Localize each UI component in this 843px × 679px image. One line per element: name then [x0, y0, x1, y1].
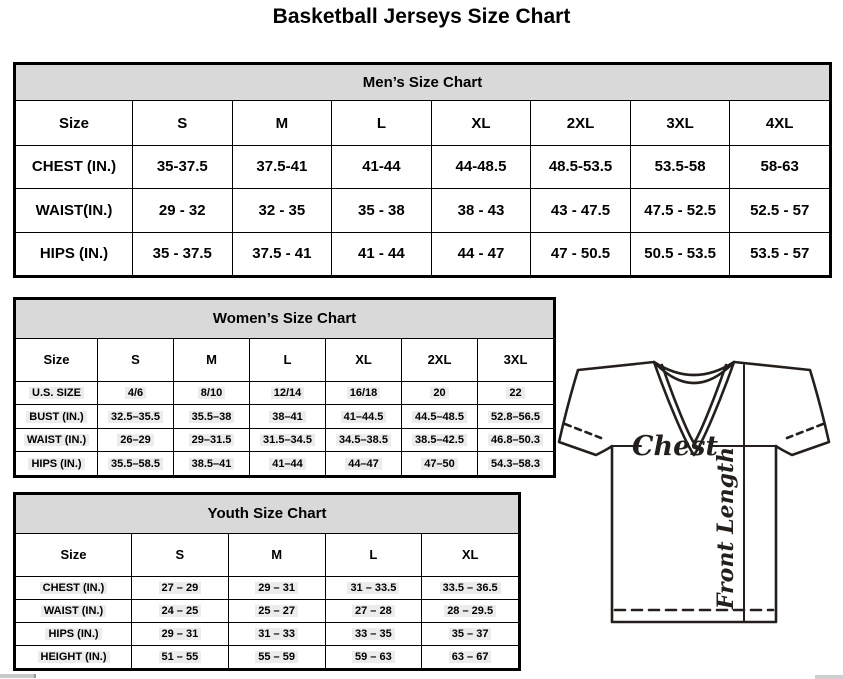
column-header: M [174, 338, 250, 381]
column-header-size: Size [16, 338, 98, 381]
size-value-text: 38.5–42.5 [412, 434, 467, 446]
size-value-text: 4/6 [125, 387, 146, 399]
size-value-text: 29 – 31 [255, 582, 298, 594]
size-value-cell [478, 428, 554, 452]
size-value-cell [422, 600, 519, 623]
size-value-cell: 44-48.5 [431, 145, 531, 188]
column-header: 4XL [730, 101, 830, 145]
size-value-cell [132, 577, 229, 600]
size-value-cell [98, 428, 174, 452]
row-label-text: U.S. SIZE [29, 387, 84, 399]
size-value-cell [325, 600, 422, 623]
column-header: XL [431, 101, 531, 145]
size-value-text: 35.5–58.5 [108, 458, 163, 470]
size-value-cell: 35 - 37.5 [133, 232, 233, 275]
size-value-cell [250, 452, 326, 476]
size-value-cell: 41-44 [332, 145, 432, 188]
row-label: HIPS (IN.) [16, 232, 133, 275]
column-header: S [133, 101, 233, 145]
size-value-cell [326, 428, 402, 452]
size-value-text: 55 – 59 [255, 651, 298, 663]
size-value-text: 33 – 35 [352, 628, 395, 640]
size-value-text: 44–47 [345, 458, 382, 470]
size-value-cell [228, 577, 325, 600]
size-value-text: 25 – 27 [255, 605, 298, 617]
page-title: Basketball Jerseys Size Chart [272, 5, 571, 28]
size-value-text: 32.5–35.5 [108, 411, 163, 423]
column-header: 2XL [531, 101, 631, 145]
size-value-cell [325, 577, 422, 600]
row-label [16, 646, 132, 669]
size-value-cell [132, 646, 229, 669]
size-value-cell [478, 405, 554, 429]
jersey-measurement-diagram [556, 356, 832, 648]
column-header-size: Size [16, 101, 133, 145]
horizontal-scrollbar-fragment[interactable] [815, 675, 843, 679]
size-value-text: 35 – 37 [449, 628, 492, 640]
row-label-text: CHEST (IN.) [40, 582, 108, 594]
row-label [16, 428, 98, 452]
size-value-text: 29–31.5 [189, 434, 235, 446]
table-row [16, 600, 519, 623]
table-row [16, 381, 554, 405]
table-row [16, 646, 519, 669]
womens-size-chart-table [13, 297, 556, 478]
youth-table-title: Youth Size Chart [16, 495, 519, 534]
size-value-cell [478, 452, 554, 476]
size-value-cell [402, 428, 478, 452]
size-value-cell: 37.5 - 41 [232, 232, 332, 275]
column-header: XL [422, 533, 519, 577]
size-value-cell [478, 381, 554, 405]
row-label [16, 600, 132, 623]
table-row [16, 145, 830, 188]
column-header: 3XL [630, 101, 730, 145]
size-value-cell [326, 381, 402, 405]
column-header: S [132, 533, 229, 577]
size-value-cell: 50.5 - 53.5 [630, 232, 730, 275]
column-header: 2XL [402, 338, 478, 381]
size-value-cell: 35-37.5 [133, 145, 233, 188]
size-value-cell: 47.5 - 52.5 [630, 189, 730, 232]
size-value-cell [174, 381, 250, 405]
size-value-cell [228, 600, 325, 623]
row-label-text: WAIST (IN.) [41, 605, 106, 617]
size-value-text: 31.5–34.5 [260, 434, 315, 446]
size-value-text: 51 – 55 [159, 651, 202, 663]
size-value-text: 29 – 31 [159, 628, 202, 640]
size-value-cell [98, 452, 174, 476]
size-value-cell: 29 - 32 [133, 189, 233, 232]
size-value-cell [250, 405, 326, 429]
size-value-text: 46.8–50.3 [488, 434, 543, 446]
table-row [16, 405, 554, 429]
size-value-cell [174, 405, 250, 429]
row-label [16, 381, 98, 405]
size-value-cell [174, 452, 250, 476]
table-row [16, 232, 830, 275]
size-value-cell: 58-63 [730, 145, 830, 188]
size-value-cell: 47 - 50.5 [531, 232, 631, 275]
size-value-cell [422, 646, 519, 669]
size-value-cell: 35 - 38 [332, 189, 432, 232]
size-value-text: 41–44.5 [341, 411, 387, 423]
size-value-cell: 41 - 44 [332, 232, 432, 275]
row-label [16, 452, 98, 476]
size-value-cell [250, 381, 326, 405]
size-value-cell: 48.5-53.5 [531, 145, 631, 188]
size-value-cell: 53.5-58 [630, 145, 730, 188]
size-value-text: 27 – 28 [352, 605, 395, 617]
size-value-cell [174, 428, 250, 452]
column-header: XL [326, 338, 402, 381]
mens-size-chart-table [13, 62, 832, 278]
size-value-text: 34.5–38.5 [336, 434, 391, 446]
size-value-text: 52.8–56.5 [488, 411, 543, 423]
column-header: M [232, 101, 332, 145]
size-value-cell: 37.5-41 [232, 145, 332, 188]
row-label-text: HIPS (IN.) [45, 628, 101, 640]
table-row [16, 428, 554, 452]
size-value-cell [98, 381, 174, 405]
column-header: S [98, 338, 174, 381]
horizontal-scrollbar-thumb[interactable] [0, 674, 36, 678]
row-label: WAIST(IN.) [16, 189, 133, 232]
mens-table-title: Men’s Size Chart [16, 65, 830, 101]
jersey-outline [559, 362, 829, 622]
table-row [16, 623, 519, 646]
size-value-cell [422, 623, 519, 646]
size-value-cell [422, 577, 519, 600]
front-length-label: Front Length [713, 446, 739, 610]
size-value-cell [98, 405, 174, 429]
size-value-text: 38.5–41 [189, 458, 235, 470]
size-value-cell [326, 405, 402, 429]
column-header: 3XL [478, 338, 554, 381]
row-label [16, 405, 98, 429]
column-header: L [250, 338, 326, 381]
size-value-cell [402, 452, 478, 476]
size-value-text: 24 – 25 [159, 605, 202, 617]
size-value-cell [228, 623, 325, 646]
row-label [16, 623, 132, 646]
column-header: M [228, 533, 325, 577]
size-value-text: 54.3–58.3 [488, 458, 543, 470]
row-label-text: HIPS (IN.) [28, 458, 84, 470]
womens-table-title: Women’s Size Chart [16, 300, 554, 339]
size-value-text: 31 – 33.5 [347, 582, 399, 594]
table-row [16, 577, 519, 600]
size-value-cell [325, 623, 422, 646]
size-value-text: 16/18 [347, 387, 381, 399]
table-row [16, 189, 830, 232]
size-value-cell: 43 - 47.5 [531, 189, 631, 232]
size-value-text: 33.5 – 36.5 [440, 582, 501, 594]
size-value-cell: 53.5 - 57 [730, 232, 830, 275]
size-value-cell [402, 381, 478, 405]
youth-size-chart-table [13, 492, 521, 671]
size-value-text: 59 – 63 [352, 651, 395, 663]
size-value-text: 31 – 33 [255, 628, 298, 640]
size-value-text: 20 [430, 387, 448, 399]
size-value-text: 27 – 29 [159, 582, 202, 594]
size-value-text: 41–44 [269, 458, 306, 470]
row-label: CHEST (IN.) [16, 145, 133, 188]
size-value-cell [325, 646, 422, 669]
column-header-size: Size [16, 533, 132, 577]
size-value-cell: 52.5 - 57 [730, 189, 830, 232]
column-header: L [325, 533, 422, 577]
table-row [16, 452, 554, 476]
size-value-cell: 38 - 43 [431, 189, 531, 232]
size-value-cell [402, 405, 478, 429]
row-label-text: HEIGHT (IN.) [38, 651, 110, 663]
size-value-text: 22 [506, 387, 524, 399]
size-value-text: 28 – 29.5 [444, 605, 496, 617]
size-value-cell [228, 646, 325, 669]
row-label-text: BUST (IN.) [26, 411, 86, 423]
size-value-cell: 44 - 47 [431, 232, 531, 275]
chest-label: Chest [632, 431, 718, 462]
size-value-text: 35.5–38 [189, 411, 235, 423]
size-value-cell: 32 - 35 [232, 189, 332, 232]
size-value-cell [250, 428, 326, 452]
size-value-text: 44.5–48.5 [412, 411, 467, 423]
size-value-text: 8/10 [198, 387, 225, 399]
size-value-cell [132, 600, 229, 623]
size-value-cell [132, 623, 229, 646]
size-value-text: 12/14 [271, 387, 305, 399]
row-label [16, 577, 132, 600]
row-label-text: WAIST (IN.) [24, 434, 89, 446]
size-value-cell [326, 452, 402, 476]
size-value-text: 26–29 [117, 434, 154, 446]
size-value-text: 63 – 67 [449, 651, 492, 663]
size-value-text: 38–41 [269, 411, 306, 423]
size-value-text: 47–50 [421, 458, 458, 470]
column-header: L [332, 101, 432, 145]
